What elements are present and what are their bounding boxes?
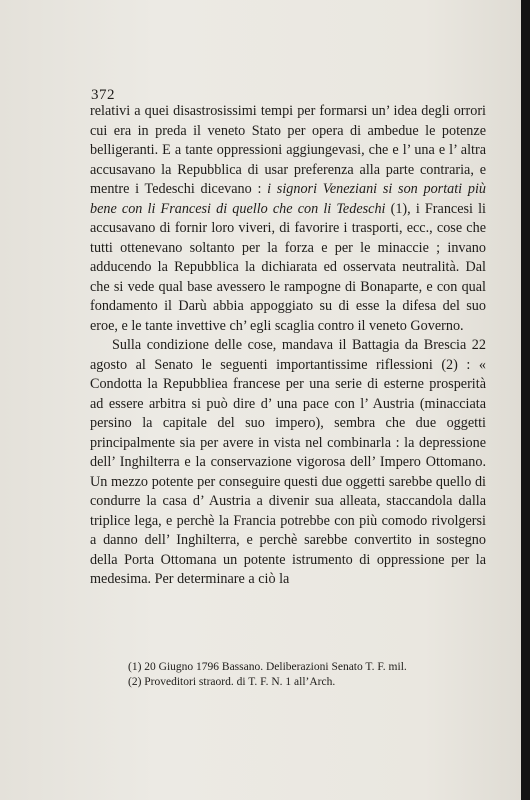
- paragraph-1-text-b: (1), i Francesi li accusavano di fornir loro viveri, di favorire i trasporti, ecc., cose che tutti ottenevano soltanto per la forza e per le minaccie ; invano adducendo la Repubblica la dichiarata ed osservata neutralità. Dal che si vede qual base avessero le rampogne di Bonaparte, e con qual fondamento il Darù abbia appoggiato su di esse la difesa del suo eroe, e le tante invettive ch’ egli scaglia contro il veneto Governo.: [90, 200, 487, 334]
- footnotes: [128, 660, 498, 689]
- paragraph-1-text-a: relativi a quei disastrosissimi tempi per formarsi un’ idea degli orrori cui era in preda il veneto Stato per opera di ambedue le potenze belligeranti. E a tante oppressioni aggiungevasi, che e l’ una e l’ altra accusavano la Repubblica di usar preferenza alla parte contraria, e mentre i Tedeschi dicevano :: [90, 103, 486, 197]
- page-edge-shadow: [521, 0, 530, 800]
- paragraph-1: [90, 102, 486, 336]
- paragraph-2-text: Sulla condizione delle cose, mandava il Battagia da Brescia 22 agosto al Senato le seguenti importantissime riflessioni (2) : « Condotta la Repubbliea francese per una serie di esterne prosperità ad essere arbitra si può dire d’ una pace con l’ Austria (minacciata persino la capitale del suo impero), sembra che due oggetti principalmente sia per avere in vista nel combinarla : la depressione dell’ Inghilterra e la conservazione vigorosa dell’ Impero Ottomano. Un mezzo potente per conseguire questi due oggetti sarebbe quello di condurre la casa d’ Austria a divenir sua alleata, staccandola dalla triplice lega, e perchè la Francia potrebbe con più comodo rivolgersi a danno dell’ Inghilterra, e perchè sarebbe convertito in sostegno della Porta Ottomana un potente istrumento di oppressione per la medesima. Per determinare a ciò la: [90, 337, 486, 587]
- paragraph-1-italic-quote: i signori Veneziani si son portati più bene con li Francesi di quello che con li Tedeschi: [90, 181, 486, 217]
- paragraph-2: [90, 336, 486, 590]
- body-text: [90, 102, 486, 590]
- page-number: 372: [91, 87, 115, 103]
- footnote-2: (2) Proveditori straord. di T. F. N. 1 all’Arch.: [128, 675, 336, 688]
- footnote-1: (1) 20 Giugno 1796 Bassano. Deliberazioni Senato T. F. mil.: [128, 661, 407, 673]
